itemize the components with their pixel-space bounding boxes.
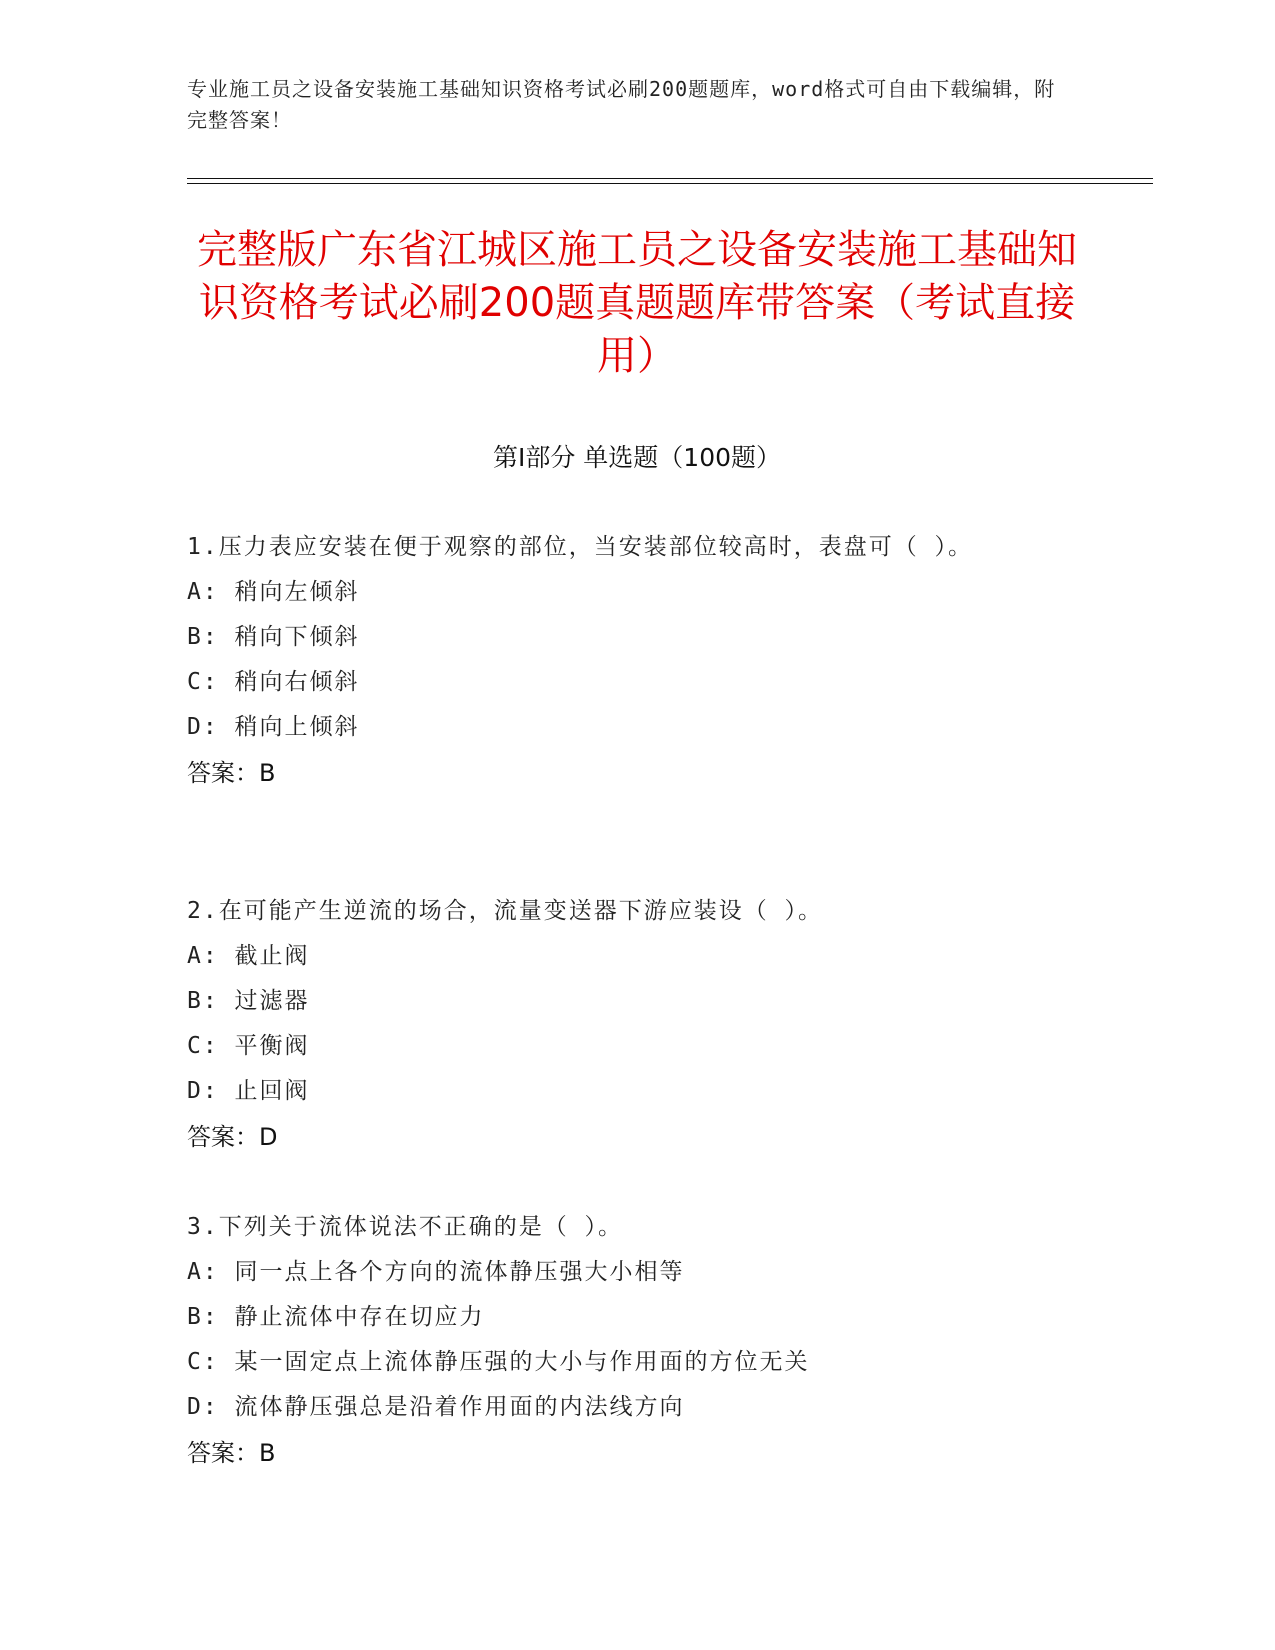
option-b: B: 过滤器 — [187, 988, 310, 1014]
question-2 — [187, 888, 1087, 1160]
question-stem: 3.下列关于流体说法不正确的是（ ）。 — [187, 1214, 624, 1240]
header-note: 专业施工员之设备安装施工基础知识资格考试必刷200题题库，word格式可自由下载编辑，附完整答案！ — [187, 77, 1056, 132]
answer: 答案：D — [187, 1123, 278, 1151]
option-c: C: 平衡阀 — [187, 1033, 310, 1059]
section-heading: 第Ⅰ部分 单选题（100题） — [492, 443, 782, 472]
option-b: B: 静止流体中存在切应力 — [187, 1304, 485, 1330]
option-c: C: 稍向右倾斜 — [187, 669, 360, 695]
option-d: D: 稍向上倾斜 — [187, 714, 360, 740]
option-a: A: 截止阀 — [187, 943, 310, 969]
option-b: B: 稍向下倾斜 — [187, 624, 360, 650]
option-d: D: 流体静压强总是沿着作用面的内法线方向 — [187, 1394, 685, 1420]
header-divider-top — [187, 178, 1153, 179]
option-d: D: 止回阀 — [187, 1078, 310, 1104]
document-title: 完整版广东省江城区施工员之设备安装施工基础知识资格考试必刷200题真题题库带答案（考试直接用） — [197, 227, 1077, 379]
answer: 答案：B — [187, 1439, 276, 1467]
option-c: C: 某一固定点上流体静压强的大小与作用面的方位无关 — [187, 1349, 810, 1375]
question-1 — [187, 524, 1087, 796]
question-stem: 1.压力表应安装在便于观察的部位，当安装部位较高时，表盘可（ ）。 — [187, 534, 974, 560]
option-a: A: 稍向左倾斜 — [187, 579, 360, 605]
option-a: A: 同一点上各个方向的流体静压强大小相等 — [187, 1259, 685, 1285]
header-divider-bottom — [187, 183, 1153, 184]
answer: 答案：B — [187, 759, 276, 787]
question-3 — [187, 1204, 1087, 1476]
question-stem: 2.在可能产生逆流的场合，流量变送器下游应装设（ ）。 — [187, 898, 824, 924]
